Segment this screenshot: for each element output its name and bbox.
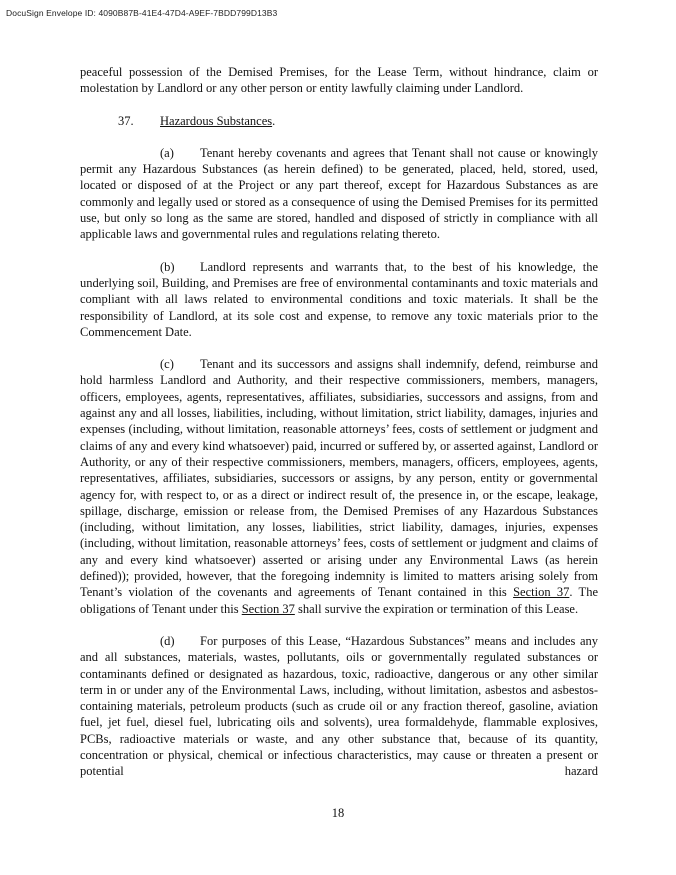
- section-37-reference-1: Section 37: [513, 585, 570, 600]
- subsection-b-text: Landlord represents and warrants that, to the best of his knowledge, the underlying soil, Building, and Premises are free of environmental contaminants and toxic materials and compliant with all laws related to environmental conditions and toxic materials. It shall be the responsibility of Landlord, at its sole cost and expense, to remove any toxic materials prior to the Commencement Date.: [80, 259, 598, 339]
- subsection-d-text: For purposes of this Lease, “Hazardous Substances” means and includes any and all substances, materials, wastes, pollutants, oils or governmentally regulated substances or contaminants defined or designated as hazardous, toxic, radioactive, dangerous or any other similar term in or under any of the Environmental Laws, including, without limitation, asbestos and asbestos-containing materials, petroleum products (such as crude oil or any fraction thereof, gasoline, aviation fuel, jet fuel, diesel fuel, lubricating oils and solvents), urea formaldehyde, flammable explosives, PCBs, radioactive materials or waste, and any other substance that, because of its quantity, concentration or physical, chemical or infectious characteristics, may cause or threaten a present or potential hazard: [80, 633, 598, 779]
- section-title-period: .: [272, 113, 276, 128]
- spacer: [80, 617, 598, 633]
- subsection-a-text: Tenant hereby covenants and agrees that Tenant shall not cause or knowingly permit any Hazardous Substances (as herein defined) to be generated, placed, held, stored, used, located or disposed of at the Project or any part thereof, except for Hazardous Substances as are commonly and legally used or stored as a consequence of using the Demised Premises for its permitted use, but only so long as the same are stored, handled and disposed of strictly in compliance with all applicable laws and governmental rules and regulations relating thereto.: [80, 145, 598, 242]
- subsection-b: [80, 259, 598, 340]
- subsection-c: [80, 356, 598, 617]
- subsection-b-label: (b): [160, 259, 175, 274]
- section-heading: [80, 113, 598, 129]
- docusign-envelope-id: DocuSign Envelope ID: 4090B87B-41E4-47D4-A9EF-7BDD799D13B3: [6, 8, 278, 18]
- spacer: [80, 340, 598, 356]
- intro-paragraph: peaceful possession of the Demised Premises, for the Lease Term, without hindrance, claim or molestation by Landlord or any other person or entity lawfully claiming under Landlord.: [80, 65, 598, 96]
- spacer: [80, 243, 598, 259]
- page-number: 18: [331, 806, 345, 820]
- section-number: 37.: [118, 113, 134, 128]
- subsection-c-text-2: . The obligations of Tenant under this: [80, 585, 598, 616]
- subsection-d: [80, 633, 598, 780]
- subsection-c-text-3: shall survive the expiration or termination of this Lease.: [297, 601, 579, 616]
- subsection-c-label: (c): [160, 357, 174, 372]
- subsection-a-label: (a): [160, 145, 174, 160]
- spacer: [80, 129, 598, 145]
- subsection-d-label: (d): [160, 633, 175, 648]
- subsection-c-text-1: Tenant and its successors and assigns shall indemnify, defend, reimburse and hold harmless Landlord and Authority, and their respective commissioners, members, managers, officers, employees, agents, representatives, affiliates, subsidiaries, successors and assigns, from and against any and all losses, liabilities, including, without limitation, strict liability, damages, injuries and expenses (including, without limitation, reasonable attorneys’ fees, costs of settlement or judgment and claims of any and every kind whatsoever) paid, incurred or suffered by, or asserted against, Landlord or Authority, or any of their respective commissioners, members, managers, officers, employees, agents, representatives, affiliates, subsidiaries, successors or assigns, by any person, entity or governmental agency for, with respect to, or as a direct or indirect result of, the presence in, or the escape, leakage, spillage, discharge, emission or release from, the Demised Premises of any Hazardous Substances (including, without limitation, any losses, liabilities, strict liability, damages, injuries, expenses (including, without limitation, reasonable attorneys’ fees, costs of settlement or judgment and claims of any and every kind whatsoever) asserted or arising under any Environmental Laws (as herein defined)); provided, however, that the foregoing indemnity is limited to matters arising solely from Tenant’s violation of the covenants and agreements of Tenant contained in this: [80, 357, 598, 600]
- section-37-reference-2: Section 37: [241, 601, 295, 616]
- subsection-a: [80, 145, 598, 243]
- spacer: [80, 97, 598, 113]
- document-body: [80, 64, 598, 780]
- section-title: Hazardous Substances: [160, 113, 273, 128]
